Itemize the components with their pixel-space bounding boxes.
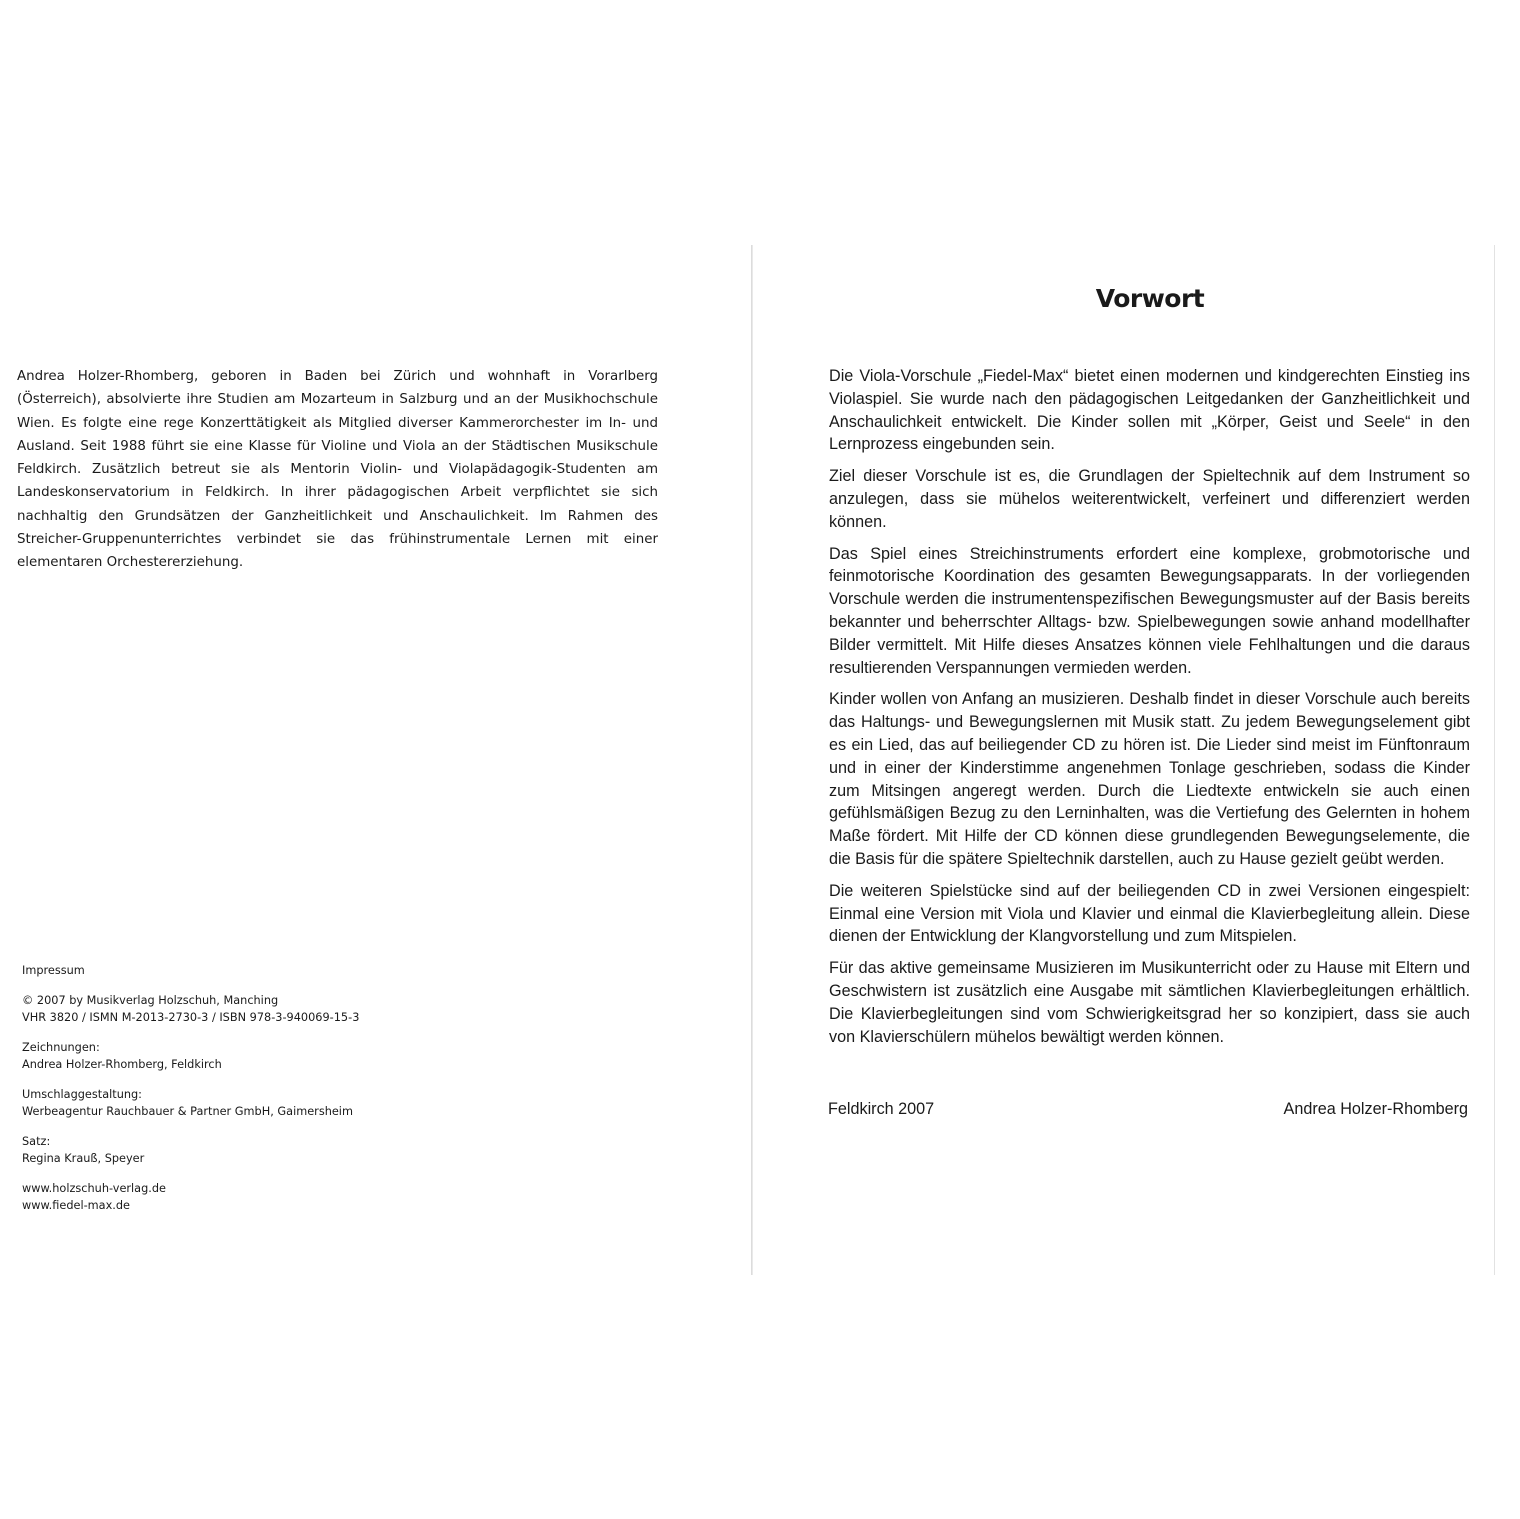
signoff-place-date: Feldkirch 2007 — [828, 1100, 935, 1118]
foreword-paragraph-2: Ziel dieser Vorschule ist es, die Grundlagen der Spieltechnik auf dem Instrument so anzulegen, dass sie mühelos weiterentwickelt, verfeinert und differenziert werden können. — [829, 467, 1470, 531]
impressum — [22, 962, 522, 1227]
signoff-author: Andrea Holzer-Rhomberg — [1283, 1100, 1468, 1118]
impressum-typesetting-block — [22, 1133, 522, 1167]
impressum-cover-block — [22, 1086, 522, 1120]
impressum-websites-block — [22, 1180, 522, 1214]
impressum-drawings-block — [22, 1039, 522, 1073]
impressum-copyright-block — [22, 992, 522, 1026]
author-biography: Andrea Holzer-Rhomberg, geboren in Baden bei Zürich und wohnhaft in Vorarlberg (Österreich), absolvierte ihre Studien am Mozarteum in Salzburg und an der Musikhochschule Wien. Es folgte eine rege Konzerttätigkeit als Mitglied diverser Kammerorchester im In- und Ausland. Seit 1988 führt sie eine Klasse für Violine und Viola an der Städtischen Musikschule Feldkirch. Zusätzlich betreut sie als Mentorin Violin- und Violapädagogik-Studenten am Landeskonservatorium in Feldkirch. In ihrer pädagogischen Arbeit verpflichtet sie sich nachhaltig den Grundsätzen der Ganzheitlichkeit und Anschaulichkeit. Im Rahmen des Streicher-Gruppenunterrichtes verbindet sie das frühinstrumentale Lernen mit einer elementaren Orchestererziehung. — [17, 369, 658, 571]
impressum-heading: Impressum — [22, 964, 85, 977]
impressum-heading-block — [22, 962, 522, 979]
foreword-paragraph-4: Kinder wollen von Anfang an musizieren. Deshalb findet in dieser Vorschule auch bereits das Haltungs- und Bewegungslernen mit Musik statt. Zu jedem Bewegungselement gibt es ein Lied, das auf beiliegender CD zu hören ist. Die Lieder sind meist im Fünftonraum und in einer der Kinderstimme angenehmen Tonlage geschrieben, sodass die Kinder zum Mitsingen angeregt werden. Durch die Liedtexte entwickeln sie auch einen gefühlsmäßigen Bezug zu den Lerninhalten, was die Vertiefung des Gelernten in hohem Maße fördert. Mit Hilfe der CD können diese grundlegenden Bewegungselemente, die die Basis für die spätere Spieltechnik darstellen, auch zu Hause gezielt geübt werden. — [829, 690, 1470, 868]
foreword-paragraph-3: Das Spiel eines Streichinstruments erfordert eine komplexe, grobmotorische und feinmotorische Koordination des gesamten Bewegungsapparats. In der vorliegenden Vorschule werden die instrumentenspezifischen Bewegungsmuster auf der Basis bereits bekannter und beherrschter Alltags- bzw. Spielbewegungen sowie anhand modellhafter Bilder vermittelt. Mit Hilfe dieses Ansatzes können viele Fehlhaltungen und die daraus resultierenden Verspannungen vermieden werden. — [829, 544, 1470, 677]
website-link-holzschuh: www.holzschuh-verlag.de — [22, 1182, 166, 1195]
impressum-numbers: VHR 3820 / ISMN M-2013-2730-3 / ISBN 978-3-940069-15-3 — [22, 1011, 360, 1024]
impressum-cover-label: Umschlaggestaltung: — [22, 1088, 142, 1101]
book-spine-divider — [751, 245, 753, 1275]
impressum-typesetting-value: Regina Krauß, Speyer — [22, 1152, 145, 1165]
website-link-fiedel-max: www.fiedel-max.de — [22, 1199, 130, 1212]
left-page — [0, 0, 752, 1519]
foreword-paragraph-5: Die weiteren Spielstücke sind auf der beiliegenden CD in zwei Versionen eingespielt: Einmal eine Version mit Viola und Klavier und einmal die Klavierbegleitung allein. Diese dienen der Entwicklung der Klangvorstellung und zum Mitspielen. — [829, 881, 1470, 946]
foreword-body — [829, 365, 1470, 1057]
right-page-edge — [1494, 245, 1495, 1275]
page-title: Vorwort — [1095, 284, 1205, 313]
impressum-cover-value: Werbeagentur Rauchbauer & Partner GmbH, Gaimersheim — [22, 1105, 353, 1118]
impressum-drawings-label: Zeichnungen: — [22, 1041, 100, 1054]
impressum-copyright: © 2007 by Musikverlag Holzschuh, Manching — [22, 994, 279, 1007]
foreword-paragraph-1: Die Viola-Vorschule „Fiedel-Max“ bietet einen modernen und kindgerechten Einstieg ins Violaspiel. Sie wurde nach den pädagogischen Leitgedanken der Ganzheitlichkeit und Anschaulichkeit entwickelt. Die Kinder sollen mit „Körper, Geist und Seele“ in den Lernprozess eingebunden sein. — [829, 367, 1470, 454]
foreword-paragraph-6: Für das aktive gemeinsame Musizieren im Musikunterricht oder zu Hause mit Eltern und Geschwistern ist zusätzlich eine Ausgabe mit sämtlichen Klavierbegleitungen erhältlich. Die Klavierbegleitungen sind vom Schwierigkeitsgrad her so konzipiert, dass sie auch von Klavierschülern mühelos bewältigt werden können. — [829, 959, 1470, 1046]
impressum-typesetting-label: Satz: — [22, 1135, 51, 1148]
impressum-drawings-value: Andrea Holzer-Rhomberg, Feldkirch — [22, 1058, 222, 1071]
